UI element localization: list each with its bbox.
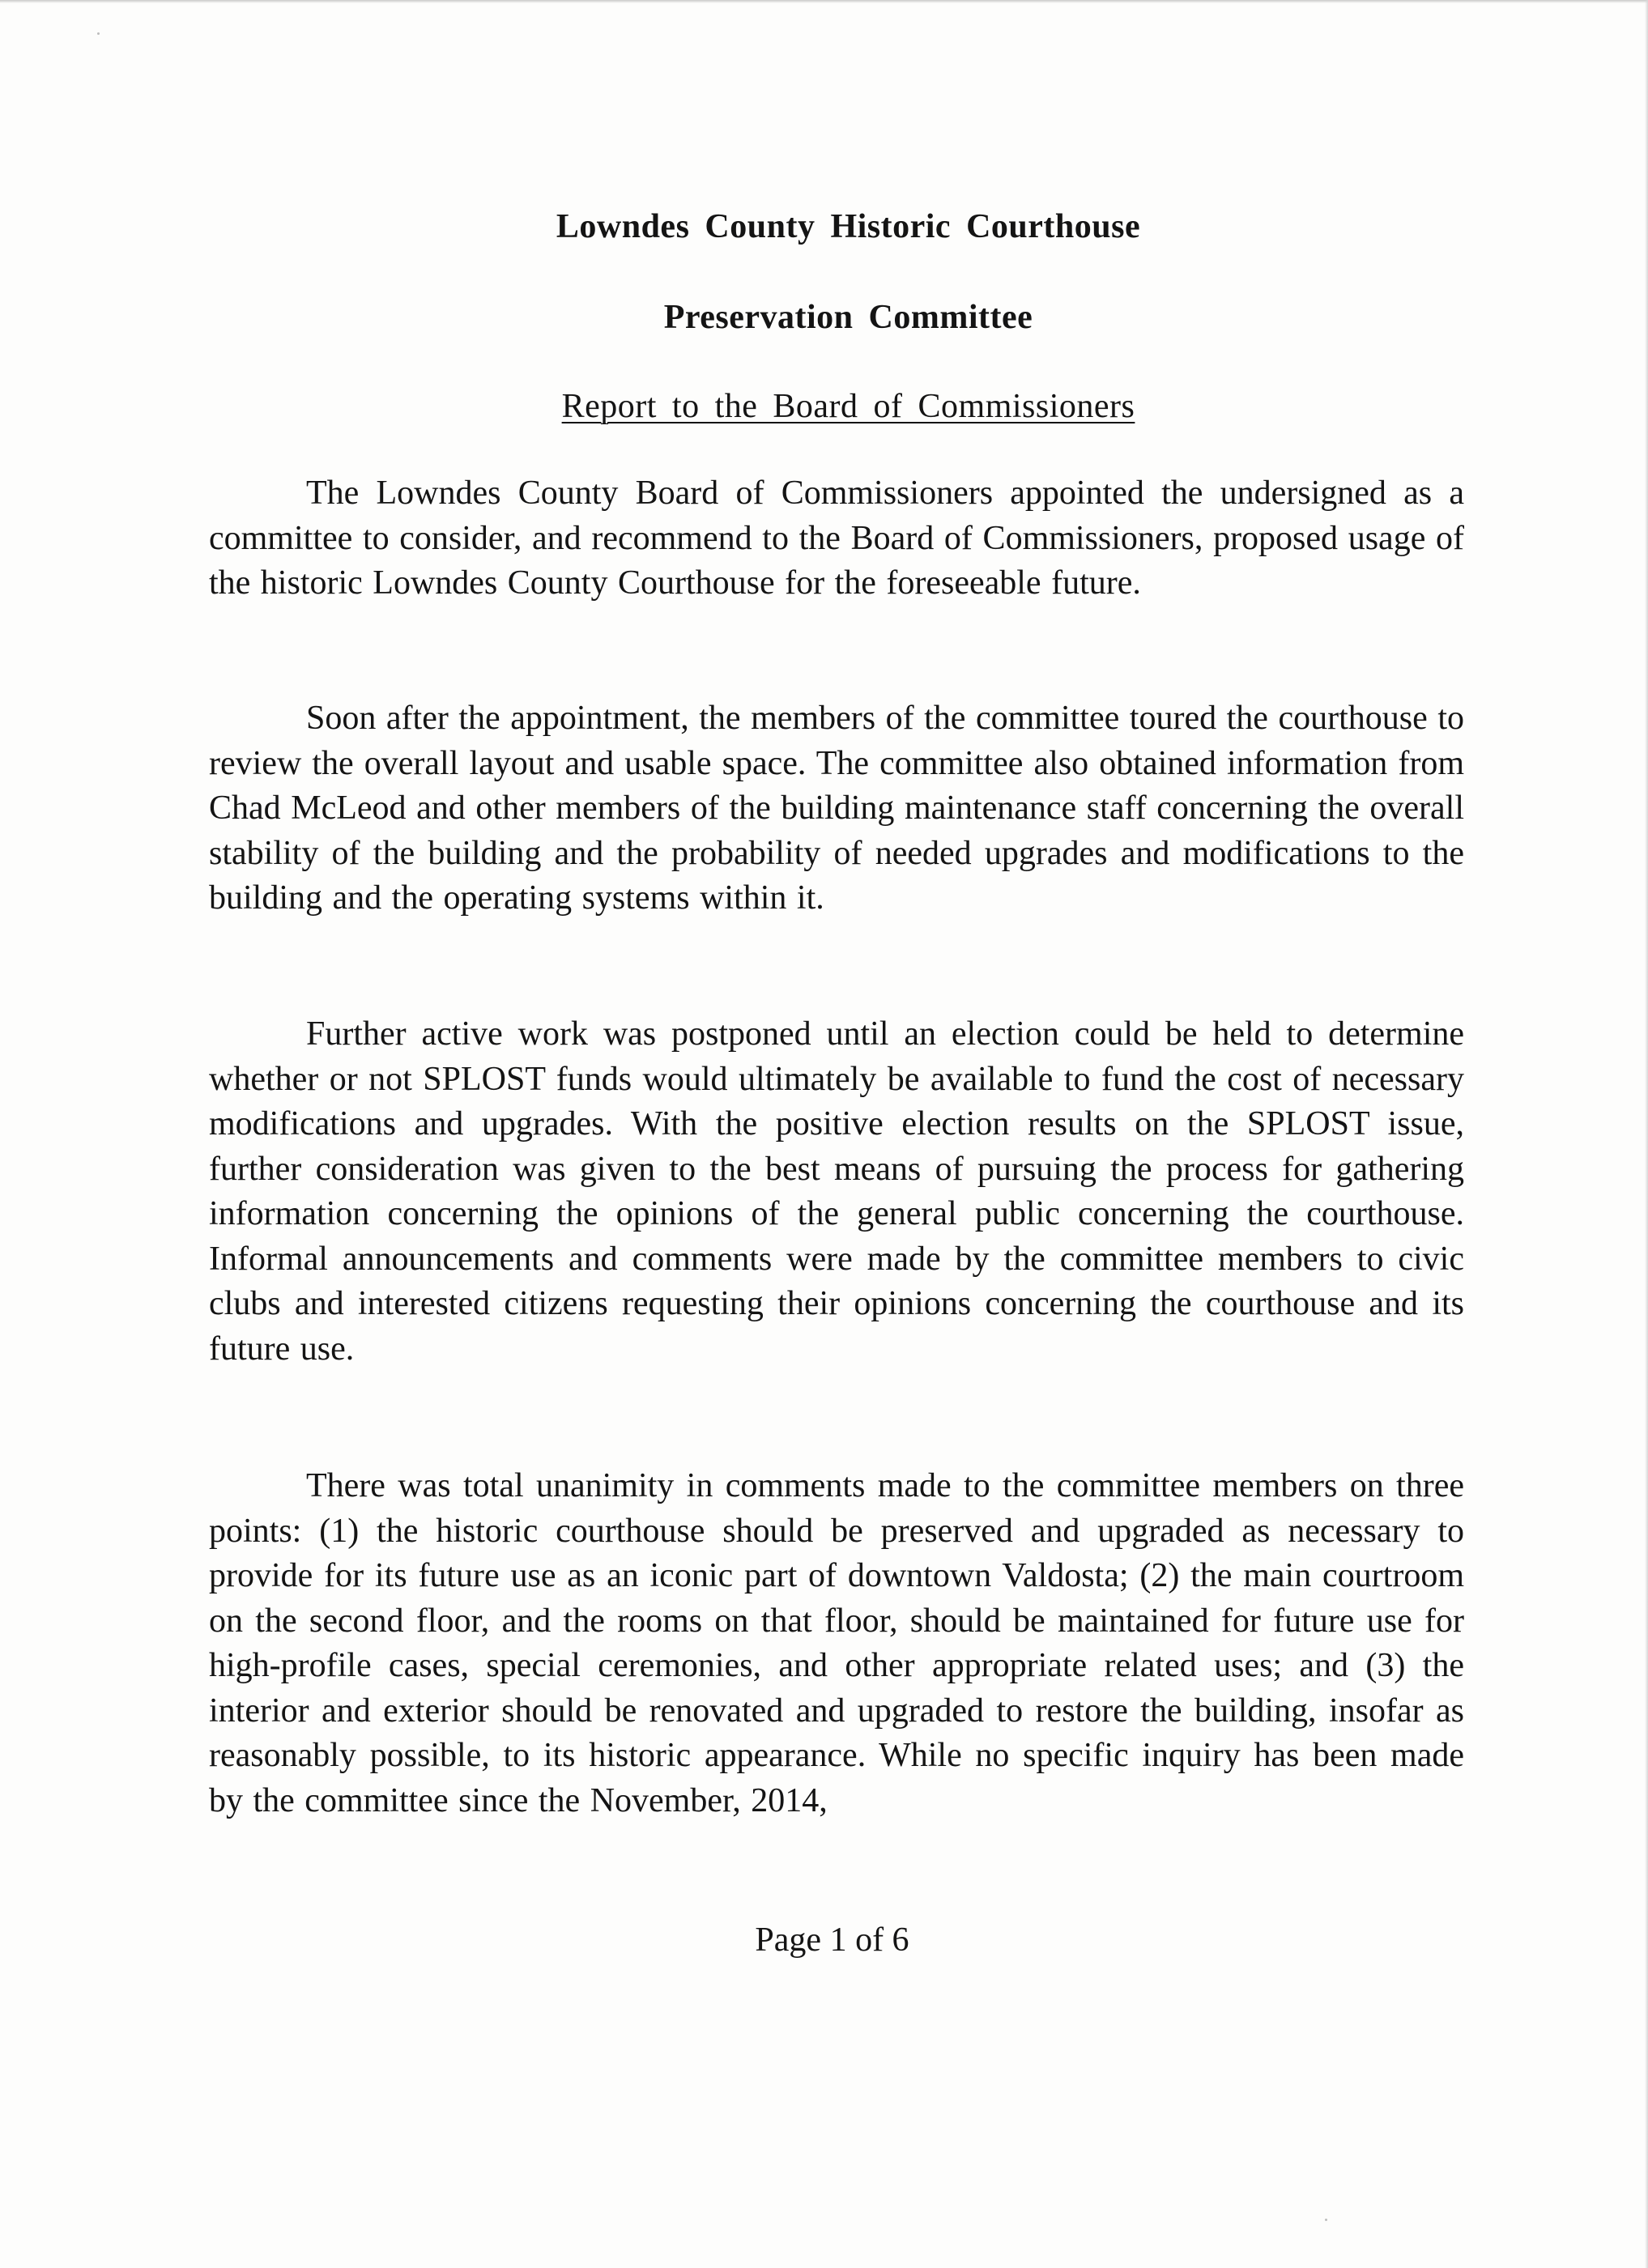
paragraph-3 [209,1012,1464,1372]
scan-edge-top [0,0,1648,3]
paragraph-4-text: There was total unanimity in comments made to the committee members on three points: (1) the historic courthouse should be preserved and upgraded as necessary to provide for its future use as an iconic part of downtown Valdosta; (2) the main courtroom on the second floor, and the rooms on that floor, should be maintained for future use for high-profile cases, special ceremonies, and other appropriate related uses; and (3) the interior and exterior should be renovated and upgraded to restore the building, insofar as reasonably possible, to its historic appearance. While no specific inquiry has been made by the committee since the November, 2014, [209,1467,1464,1819]
document-title-line-2: Preservation Committee [663,299,1033,336]
paragraph-2-text: Soon after the appointment, the members of the committee toured the courthouse to review the overall layout and usable space. The committee also obtained information from Chad McLeod and other members of the building maintenance staff concerning the overall stability of the building and the probability of needed upgrades and modifications to the building and the operating systems within it. [209,700,1464,917]
document-title: Lowndes County Historic Courthouse [556,208,1141,245]
report-subtitle-text: Report to the Board of Commissioners [561,388,1135,425]
scan-speck [1325,2219,1327,2221]
report-subtitle [24,387,1648,426]
paragraph-1-text: The Lowndes County Board of Commissioners appointed the undersigned as a committee to consider, and recommend to the Board of Commissioners, proposed usage of the historic Lowndes County Courthouse for the foreseeable future. [209,474,1464,602]
paragraph-4 [209,1464,1464,1823]
paragraph-3-text: Further active work was postponed until an election could be held to determine whether or not SPLOST funds would ultimately be available to fund the cost of necessary modifications and upgrades. With the positive election results on the SPLOST issue, further consideration was given to the best means of pursuing the process for gathering information concerning the opinions of the general public concerning the courthouse. Informal announcements and comments were made by the committee members to civic clubs and interested citizens requesting their opinions concerning the courthouse and its future use. [209,1015,1464,1368]
paragraph-2 [209,696,1464,921]
paragraph-1 [209,471,1464,606]
scan-speck [97,32,100,35]
page-number: Page 1 of 6 [755,1921,909,1959]
